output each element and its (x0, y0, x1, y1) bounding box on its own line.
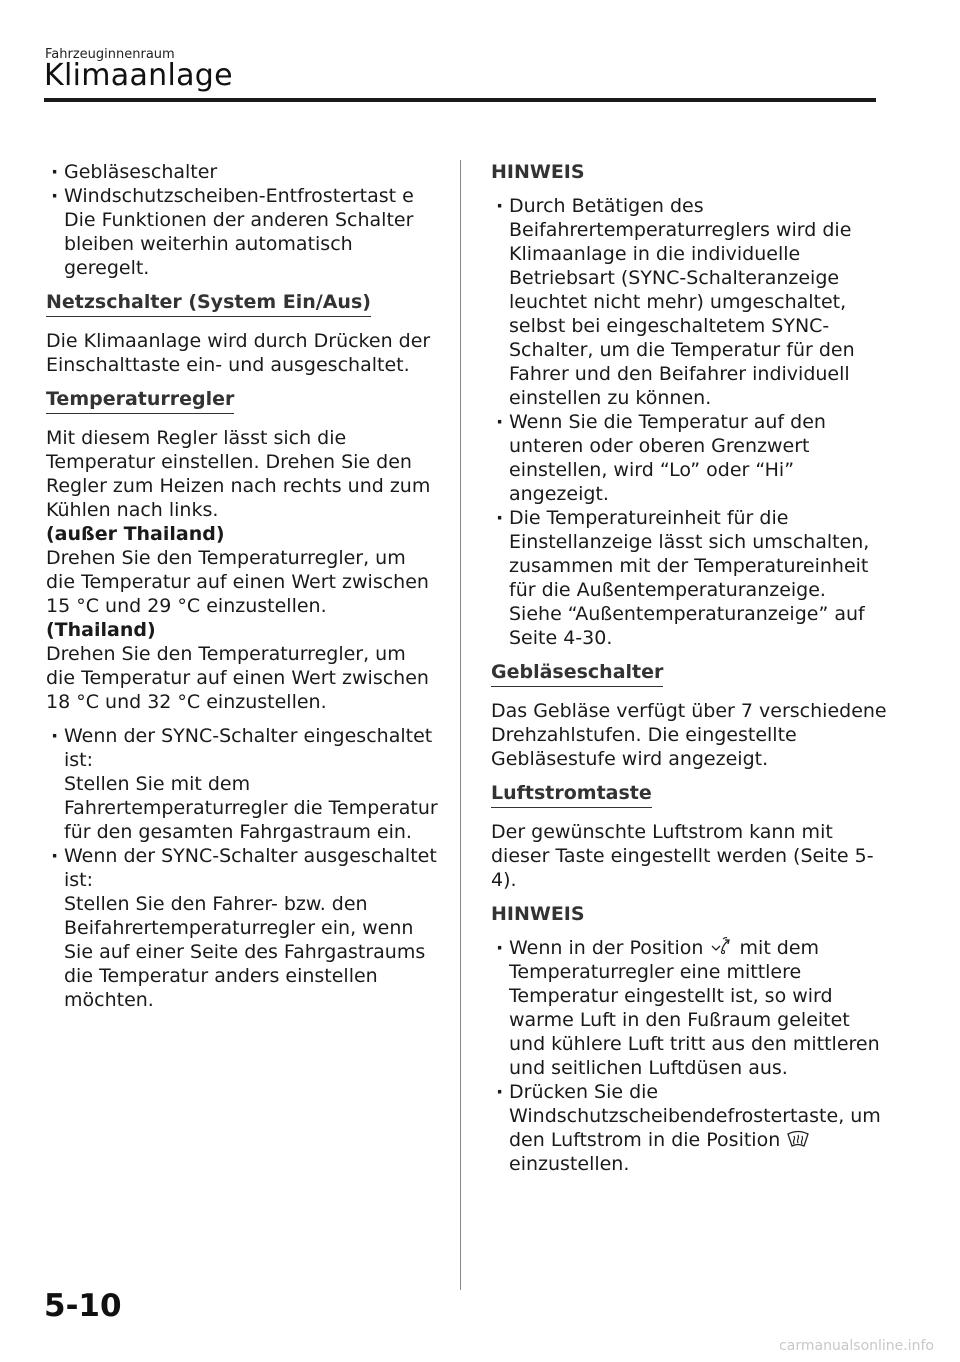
watermark: carmanualsonline.info (779, 1338, 934, 1354)
region-text-thailand: Drehen Sie den Temperaturregler, um die Temperatur auf einen Wert zwischen 18 °C und 32 °C einzustellen. (46, 643, 429, 713)
list-item: · Windschutzscheiben-Entfrostertast e Die Funktionen der anderen Schalter bleiben weiterhin automatisch geregelt. (46, 184, 440, 280)
left-column (46, 160, 440, 1022)
region-label-thailand: (Thailand) (46, 619, 156, 641)
list-item: · Wenn der SYNC-Schalter eingeschaltet ist: Stellen Sie mit dem Fahrertemperaturregler die Temperatur für den gesamten Fahrgastraum ein. (46, 724, 440, 844)
list-item: · Wenn Sie die Temperatur auf den unteren oder oberen Grenzwert einstellen, wird “Lo” oder “Hi” angezeigt. (491, 410, 891, 506)
bilevel-airflow-icon (709, 936, 733, 958)
right-column (491, 160, 891, 1186)
heading-netzschalter: Netzschalter (System Ein/Aus) (46, 290, 371, 317)
heading-temperaturregler: Temperaturregler (46, 387, 234, 414)
region-text-other: Drehen Sie den Temperaturregler, um die Temperatur auf einen Wert zwischen 15 °C und 29 °C einzustellen. (46, 547, 429, 617)
list-item: · Die Temperatureinheit für die Einstellanzeige lässt sich umschalten, zusammen mit der Temperatureinheit für die Außentemperaturanzeige. Siehe “Außentemperaturanzeige” auf Seite 4-30. (491, 506, 891, 650)
section-label: Fahrzeuginnenraum (45, 47, 175, 62)
paragraph-temp (46, 426, 440, 714)
windshield-defrost-icon (786, 1128, 810, 1150)
page-reference: Siehe “Außentemperaturanzeige” auf Seite 4-30. (509, 603, 865, 649)
note-heading: HINWEIS (491, 161, 585, 183)
note-list (491, 936, 891, 1176)
list-item: · Durch Betätigen des Beifahrertemperaturreglers wird die Klimaanlage in die individuelle Betriebsart (SYNC-Schalteranzeige leuchtet nicht mehr) umgeschaltet, selbst bei eingeschaltetem SYNC-Schalter, um die Temperatur für den Fahrer und den Beifahrer individuell einstellen zu können. (491, 194, 891, 410)
page-title: Klimaanlage (44, 58, 233, 93)
page-number: 5-10 (44, 1288, 122, 1324)
column-divider (460, 160, 461, 1290)
temp-description: Mit diesem Regler lässt sich die Temperatur einstellen. Drehen Sie den Regler zum Heizen nach rechts und zum Kühlen nach links. (46, 427, 431, 521)
list-item: · Gebläseschalter (46, 160, 440, 184)
region-label-other: (außer Thailand) (46, 523, 225, 545)
list-item: · Drücken Sie die Windschutzscheibendefrostertaste, um den Luftstrom in die Position einzustellen. (491, 1080, 891, 1176)
intro-list (46, 160, 440, 280)
note-list (491, 194, 891, 650)
paragraph: Die Klimaanlage wird durch Drücken der Einschalttaste ein- und ausgeschaltet. (46, 330, 431, 376)
heading-geblaeseschalter: Gebläseschalter (491, 660, 663, 687)
paragraph-airflow: Der gewünschte Luftstrom kann mit dieser Taste eingestellt werden (Seite 5-4). (491, 821, 874, 891)
sync-list (46, 724, 440, 1012)
paragraph-fan: Das Gebläse verfügt über 7 verschiedene Drehzahlstufen. Die eingestellte Gebläsestufe wird angezeigt. (491, 700, 887, 770)
note-heading: HINWEIS (491, 903, 585, 925)
list-item: · Wenn der SYNC-Schalter ausgeschaltet ist: Stellen Sie den Fahrer- bzw. den Beifahrertemperaturregler ein, wenn Sie auf einer Seite des Fahrgastraums die Temperatur anders einstellen möchten. (46, 844, 440, 1012)
list-item: · Wenn in der Position mit dem Temperaturregler eine mittlere Temperatur eingestellt ist, so wird warme Luft in den Fußraum geleitet und kühlere Luft tritt aus den mittleren und seitlichen Luftdüsen aus. (491, 936, 891, 1080)
list-item-continuation: Die Funktionen der anderen Schalter bleiben weiterhin automatisch geregelt. (64, 209, 414, 279)
heading-luftstromtaste: Luftstromtaste (491, 781, 652, 808)
header-divider (44, 98, 876, 102)
